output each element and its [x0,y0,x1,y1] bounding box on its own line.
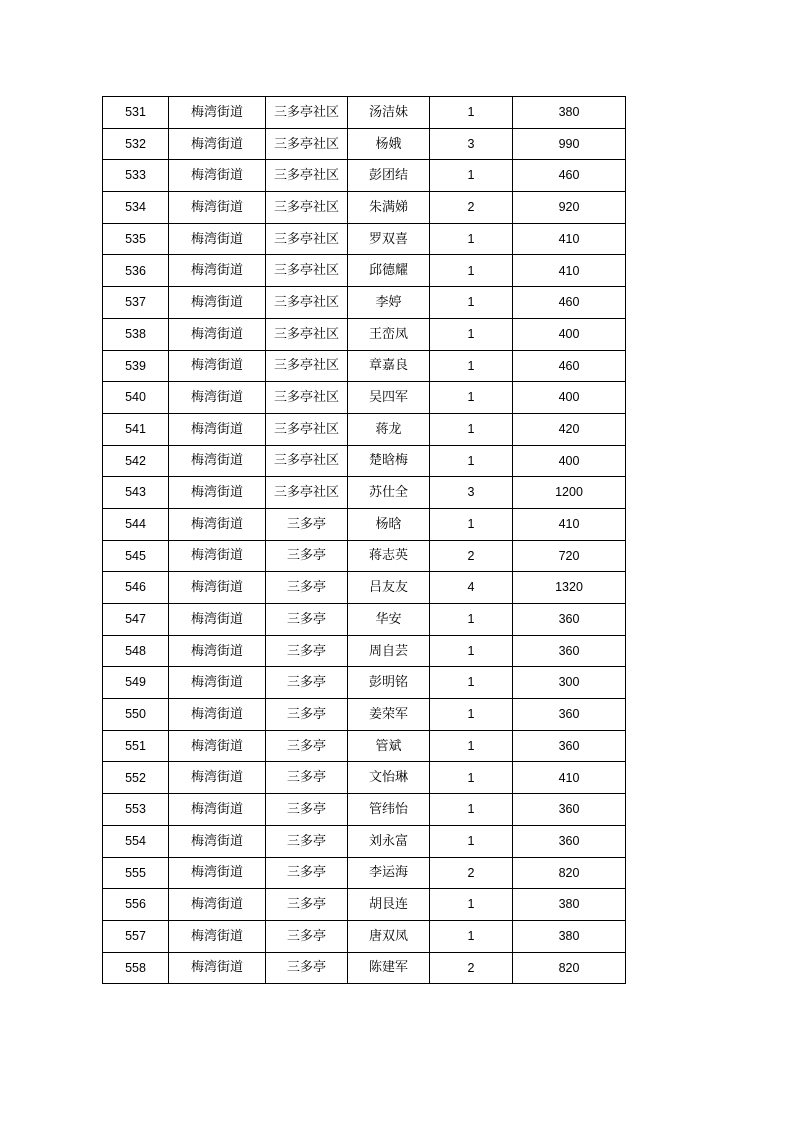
community-cell: 三多亭 [266,699,348,731]
amount-cell: 410 [513,508,626,540]
serial-number-cell: 549 [103,667,169,699]
name-cell: 蒋龙 [348,413,430,445]
table-row [103,920,626,952]
table-row [103,350,626,382]
household-count-cell: 1 [430,287,513,319]
street-cell: 梅湾街道 [169,920,266,952]
amount-cell: 380 [513,889,626,921]
name-cell: 章嘉良 [348,350,430,382]
community-cell: 三多亭社区 [266,223,348,255]
household-count-cell: 1 [430,97,513,129]
table-row [103,825,626,857]
community-cell: 三多亭 [266,952,348,984]
community-cell: 三多亭社区 [266,445,348,477]
amount-cell: 360 [513,699,626,731]
name-cell: 苏仕全 [348,477,430,509]
street-cell: 梅湾街道 [169,540,266,572]
serial-number-cell: 532 [103,128,169,160]
serial-number-cell: 543 [103,477,169,509]
serial-number-cell: 533 [103,160,169,192]
amount-cell: 920 [513,192,626,224]
serial-number-cell: 539 [103,350,169,382]
amount-cell: 420 [513,413,626,445]
amount-cell: 410 [513,762,626,794]
serial-number-cell: 541 [103,413,169,445]
street-cell: 梅湾街道 [169,825,266,857]
name-cell: 李运海 [348,857,430,889]
serial-number-cell: 535 [103,223,169,255]
amount-cell: 360 [513,635,626,667]
community-cell: 三多亭 [266,604,348,636]
amount-cell: 360 [513,604,626,636]
street-cell: 梅湾街道 [169,160,266,192]
amount-cell: 400 [513,318,626,350]
community-cell: 三多亭社区 [266,192,348,224]
street-cell: 梅湾街道 [169,699,266,731]
table-row [103,952,626,984]
serial-number-cell: 547 [103,604,169,636]
name-cell: 刘永富 [348,825,430,857]
name-cell: 华安 [348,604,430,636]
amount-cell: 820 [513,952,626,984]
data-table [102,96,626,984]
community-cell: 三多亭 [266,794,348,826]
community-cell: 三多亭社区 [266,255,348,287]
household-count-cell: 2 [430,952,513,984]
community-cell: 三多亭 [266,730,348,762]
household-count-cell: 2 [430,540,513,572]
household-count-cell: 3 [430,477,513,509]
street-cell: 梅湾街道 [169,477,266,509]
table-row [103,540,626,572]
name-cell: 管斌 [348,730,430,762]
street-cell: 梅湾街道 [169,667,266,699]
serial-number-cell: 534 [103,192,169,224]
name-cell: 唐双凤 [348,920,430,952]
table-row [103,97,626,129]
amount-cell: 1200 [513,477,626,509]
serial-number-cell: 540 [103,382,169,414]
community-cell: 三多亭 [266,635,348,667]
street-cell: 梅湾街道 [169,223,266,255]
street-cell: 梅湾街道 [169,382,266,414]
table-row [103,889,626,921]
street-cell: 梅湾街道 [169,255,266,287]
serial-number-cell: 531 [103,97,169,129]
name-cell: 邱德耀 [348,255,430,287]
name-cell: 彭团结 [348,160,430,192]
street-cell: 梅湾街道 [169,445,266,477]
street-cell: 梅湾街道 [169,287,266,319]
amount-cell: 400 [513,382,626,414]
name-cell: 蒋志英 [348,540,430,572]
serial-number-cell: 552 [103,762,169,794]
street-cell: 梅湾街道 [169,350,266,382]
serial-number-cell: 546 [103,572,169,604]
community-cell: 三多亭社区 [266,477,348,509]
household-count-cell: 1 [430,762,513,794]
household-count-cell: 1 [430,318,513,350]
serial-number-cell: 536 [103,255,169,287]
table-row [103,445,626,477]
street-cell: 梅湾街道 [169,128,266,160]
street-cell: 梅湾街道 [169,889,266,921]
serial-number-cell: 554 [103,825,169,857]
amount-cell: 360 [513,825,626,857]
street-cell: 梅湾街道 [169,413,266,445]
community-cell: 三多亭 [266,667,348,699]
household-count-cell: 2 [430,857,513,889]
name-cell: 汤洁妹 [348,97,430,129]
name-cell: 朱满娣 [348,192,430,224]
community-cell: 三多亭 [266,572,348,604]
household-count-cell: 1 [430,413,513,445]
serial-number-cell: 544 [103,508,169,540]
community-cell: 三多亭社区 [266,160,348,192]
name-cell: 吴四军 [348,382,430,414]
household-count-cell: 1 [430,350,513,382]
amount-cell: 300 [513,667,626,699]
community-cell: 三多亭社区 [266,287,348,319]
street-cell: 梅湾街道 [169,857,266,889]
table-row [103,635,626,667]
serial-number-cell: 555 [103,857,169,889]
household-count-cell: 1 [430,508,513,540]
street-cell: 梅湾街道 [169,635,266,667]
name-cell: 王峦凤 [348,318,430,350]
household-count-cell: 1 [430,635,513,667]
amount-cell: 820 [513,857,626,889]
household-count-cell: 1 [430,794,513,826]
household-count-cell: 1 [430,730,513,762]
street-cell: 梅湾街道 [169,572,266,604]
community-cell: 三多亭 [266,540,348,572]
community-cell: 三多亭社区 [266,382,348,414]
amount-cell: 410 [513,255,626,287]
street-cell: 梅湾街道 [169,97,266,129]
community-cell: 三多亭社区 [266,413,348,445]
amount-cell: 360 [513,730,626,762]
household-count-cell: 1 [430,667,513,699]
household-count-cell: 1 [430,920,513,952]
community-cell: 三多亭 [266,920,348,952]
amount-cell: 720 [513,540,626,572]
name-cell: 文怡琳 [348,762,430,794]
community-cell: 三多亭 [266,889,348,921]
community-cell: 三多亭社区 [266,350,348,382]
community-cell: 三多亭 [266,825,348,857]
table-row [103,794,626,826]
table-row [103,160,626,192]
street-cell: 梅湾街道 [169,318,266,350]
community-cell: 三多亭 [266,508,348,540]
street-cell: 梅湾街道 [169,192,266,224]
table-row [103,667,626,699]
household-count-cell: 1 [430,699,513,731]
serial-number-cell: 538 [103,318,169,350]
household-count-cell: 2 [430,192,513,224]
serial-number-cell: 542 [103,445,169,477]
amount-cell: 380 [513,97,626,129]
serial-number-cell: 556 [103,889,169,921]
amount-cell: 460 [513,160,626,192]
serial-number-cell: 553 [103,794,169,826]
household-count-cell: 1 [430,825,513,857]
table-row [103,572,626,604]
amount-cell: 410 [513,223,626,255]
amount-cell: 1320 [513,572,626,604]
serial-number-cell: 548 [103,635,169,667]
household-count-cell: 1 [430,382,513,414]
amount-cell: 460 [513,287,626,319]
community-cell: 三多亭社区 [266,128,348,160]
table-row [103,413,626,445]
household-count-cell: 1 [430,889,513,921]
table-row [103,318,626,350]
community-cell: 三多亭社区 [266,318,348,350]
household-count-cell: 1 [430,604,513,636]
table-row [103,287,626,319]
name-cell: 罗双喜 [348,223,430,255]
name-cell: 姜荣军 [348,699,430,731]
table-row [103,192,626,224]
community-cell: 三多亭 [266,762,348,794]
table-row [103,477,626,509]
name-cell: 彭明铭 [348,667,430,699]
community-cell: 三多亭社区 [266,97,348,129]
table-body [103,97,626,984]
serial-number-cell: 558 [103,952,169,984]
name-cell: 杨娥 [348,128,430,160]
serial-number-cell: 557 [103,920,169,952]
household-count-cell: 1 [430,223,513,255]
street-cell: 梅湾街道 [169,730,266,762]
table-row [103,857,626,889]
name-cell: 胡艮连 [348,889,430,921]
household-count-cell: 1 [430,445,513,477]
household-count-cell: 4 [430,572,513,604]
table-row [103,255,626,287]
name-cell: 管纬怡 [348,794,430,826]
community-cell: 三多亭 [266,857,348,889]
serial-number-cell: 550 [103,699,169,731]
table-row [103,699,626,731]
amount-cell: 360 [513,794,626,826]
serial-number-cell: 545 [103,540,169,572]
table-row [103,604,626,636]
amount-cell: 990 [513,128,626,160]
table-row [103,382,626,414]
table-row [103,508,626,540]
household-count-cell: 1 [430,255,513,287]
table-row [103,128,626,160]
household-count-cell: 1 [430,160,513,192]
household-count-cell: 3 [430,128,513,160]
serial-number-cell: 551 [103,730,169,762]
serial-number-cell: 537 [103,287,169,319]
table-row [103,762,626,794]
name-cell: 周自芸 [348,635,430,667]
amount-cell: 400 [513,445,626,477]
name-cell: 李婷 [348,287,430,319]
street-cell: 梅湾街道 [169,604,266,636]
name-cell: 陈建军 [348,952,430,984]
name-cell: 楚晗梅 [348,445,430,477]
name-cell: 杨晗 [348,508,430,540]
street-cell: 梅湾街道 [169,508,266,540]
table-row [103,730,626,762]
street-cell: 梅湾街道 [169,952,266,984]
amount-cell: 460 [513,350,626,382]
street-cell: 梅湾街道 [169,762,266,794]
name-cell: 吕友友 [348,572,430,604]
amount-cell: 380 [513,920,626,952]
table-row [103,223,626,255]
street-cell: 梅湾街道 [169,794,266,826]
